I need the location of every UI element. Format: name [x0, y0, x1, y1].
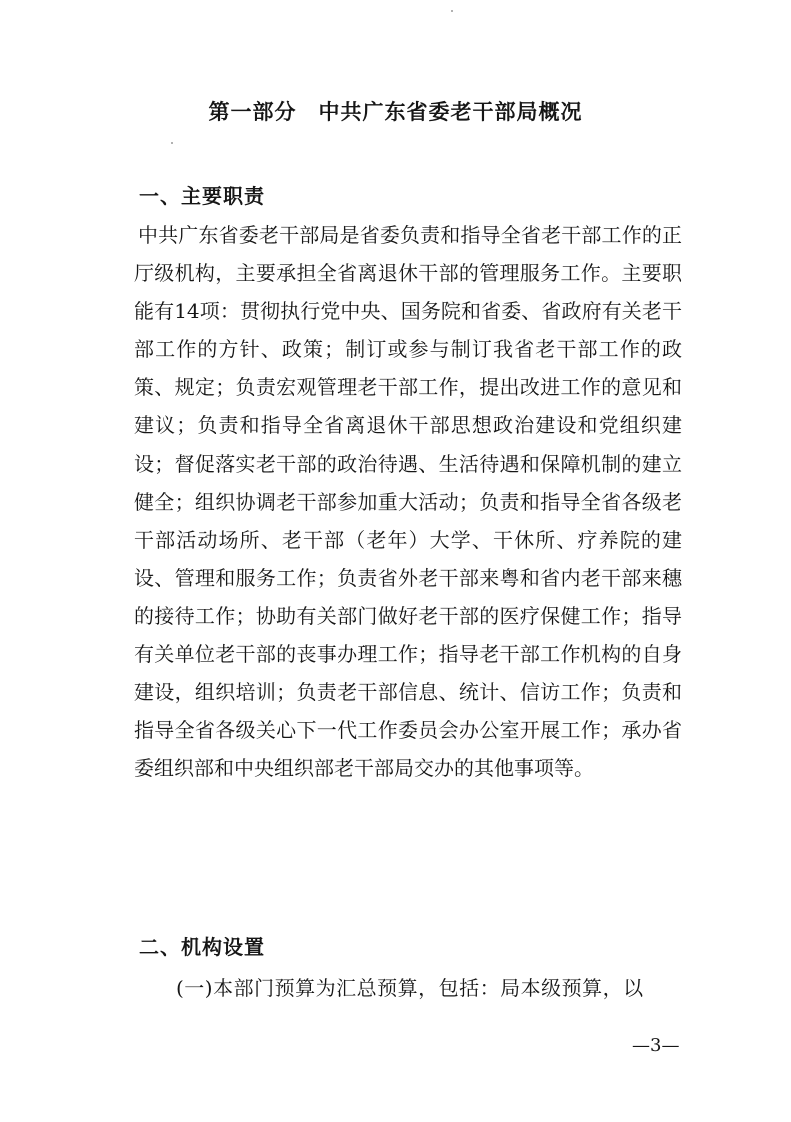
organization-paragraph: (一)本部门预算为汇总预算，包括：局本级预算，以: [176, 976, 644, 1000]
section-heading-main-duties: 一、主要职责: [139, 184, 265, 208]
page-number: —3—: [632, 1035, 680, 1056]
main-duties-body: [134, 216, 682, 787]
section-heading-organization: 二、机构设置: [139, 935, 265, 959]
scan-speck: [171, 142, 173, 144]
scan-speck: [451, 10, 453, 12]
main-duties-paragraph: 中共广东省委老干部局是省委负责和指导全省老干部工作的正厅级机构，主要承担全省离退休干部的管理服务工作。主要职能有14项：贯彻执行党中央、国务院和省委、省政府有关老干部工作的方针、政策；制订或参与制订我省老干部工作的政策、规定；负责宏观管理老干部工作，提出改进工作的意见和建议；负责和指导全省离退休干部思想政治建设和党组织建设；督促落实老干部的政治待遇、生活待遇和保障机制的建立健全；组织协调老干部参加重大活动；负责和指导全省各级老干部活动场所、老干部（老年）大学、干休所、疗养院的建设、管理和服务工作；负责省外老干部来粤和省内老干部来穗的接待工作；协助有关部门做好老干部的医疗保健工作；指导有关单位老干部的丧事办理工作；指导老干部工作机构的自身建设，组织培训；负责老干部信息、统计、信访工作；负责和指导全省各级关心下一代工作委员会办公室开展工作；承办省委组织部和中央组织部老干部局交办的其他事项等。: [134, 223, 682, 781]
page-title: 第一部分 中共广东省委老干部局概况: [208, 100, 583, 124]
